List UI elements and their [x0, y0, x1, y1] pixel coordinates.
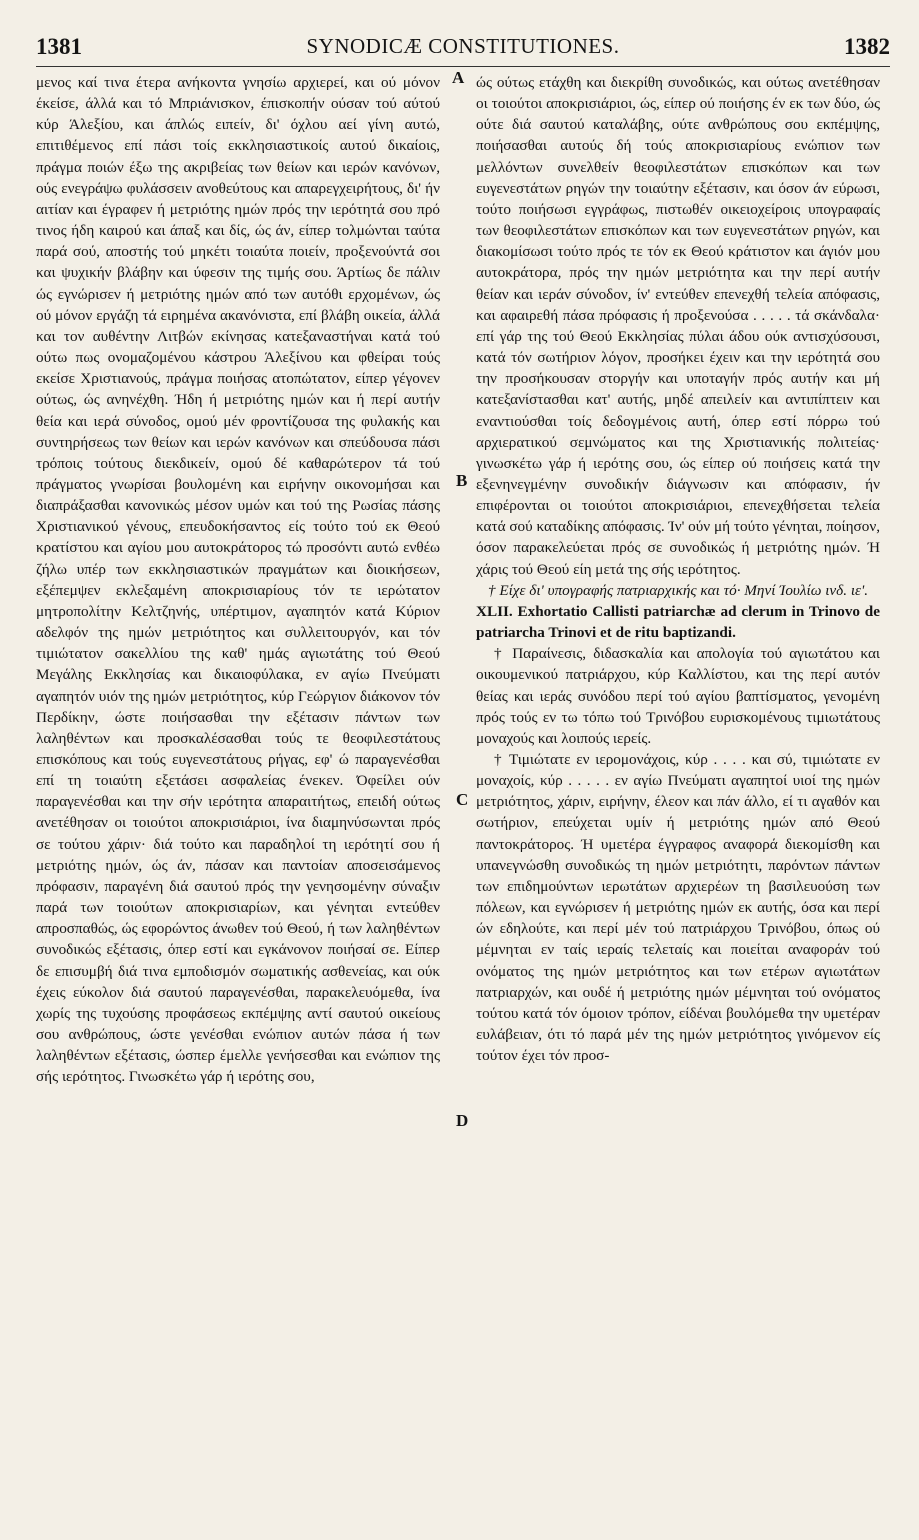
page-header — [36, 30, 890, 67]
margin-letter-a: A — [452, 68, 465, 87]
page-number-right: 1382 — [844, 34, 890, 59]
right-column — [476, 72, 880, 1066]
margin-letter-d: D — [456, 1111, 469, 1130]
left-paragraph: μενος καί τινα έτερα ανήκοντα γνησίω αρχιερεί, και ού μόνον έκείσε, άλλά και τό Μπριάνισκον, έπισκοπήν ούσαν τού αύτού κύρ Άλεξίου, και άπλώς ειπείν, δι' όχλου αεί γίνη αυτώ, επιτιθέμενος επί πάσι τοίς εκκλησιαστικοίς αυτού δικαίοις, πράγμα ποιών έξω της ακριβείας των θείων και ιερών κανόνων, ούς ενεγράψω φυλάσσειν ανοθεύτους και απαρεγχειρήτους, δι' ήν αιτίαν και έγραφεν ή μετριότης ημών πρός την ιερότητά σου πρό τινος ήδη καιρού και άπαξ και δίς, ώς άν, είπερ τολμώνται ταύτα παρά σού, αποστής τού μηκέτι τοιαύτα ποιείν, προξενούντά σοι και ψυχικήν βλάβην και ύφεσιν της τιμής σου. Άρτίως δε πάλιν ώς εγνώρισεν ή μετριότης ημών από των αυτόθι ερχομένων, ώς ού μόνον εργάζη τά ειρημένα ακανόνιστα, επί βλάβη οικεία, άλλά και τον αυθέντην Λιτβών εκίνησας κατεξαναστήναι κατά τού ούτω πως ονομαζομένου κάστρου Άλεξίνου και φθείραι τούς εκείσε Χριστιανούς, πράγμα ποιήσας ατοπώτατον, είπερ γέγονεν ούτως, ώς ανηνέχθη. Ήδη ή μετριότης ημών και ή περί αυτήν θεία και ιερά σύνοδος, ομού μέν φροντίζουσα της φυλακής και συντηρήσεως των θείων και ιερών κανόνων και σπεύδουσα πάσι τρόποις τούτους διεκδικείν, ομού δέ καθαρώτερον τά τού πράγματος γνωρίσαι βουλομένη και ειρήνην οικονομήσαι και διαπράξασθαι κανονικώς μέσον υμών και τού της Ρωσίας πάσης Χριστιανικού γένους, επευδοκήσαντος είς τούτο τού εκ Θεού κρατίστου και αγίου μου αυτοκράτορος τώ προσόντι αυτώ ενθέω ζήλω υπέρ των εκκλησιαστικών πραγμάτων και διοικήσεων, εξέπεμψεν εκλεξαμένη αποκρισιαρίους τόν τε ιερώτατον μητροπολίτην Κελτζηνής, υπέρτιμον, αγαπητόν κατά Κύριον αδελφόν της ημών μετριότητος και συλλειτουργόν, και τόν τιμιώτατον σακελλίου της καθ' ημάς αγιωτάτης τού Θεού Μεγάλης Εκκλησίας και δικαιοφύλακα, εν αγίω Πνεύματι αγαπητόν υιόν της ημών μετριότητος, κύρ Γεώργιον διάκονον τόν Περδίκην, ώστε ποιήσασθαι την εξέτασιν πάντων των λαληθέντων και προσκαλέσασθαι τούς τε θεοφιλεστάτους επισκόπους και τούς ευγενεστάτους ρήγας, εφ' ώ παραγενέσθαι επί τη τοιαύτη εξετάσει ασφαλείας ένεκεν. Όφείλει ούν παραγενέσθαι και την σήν ιερότητα απαραιτήτως, επειδή ούτως ανετέθησαν οι τοιούτοι αποκρισιάριοι, ίνα διαμηνύσωνται πρός σε τούτου χάριν· διά τούτο και παραδηλοί τη ιερότητί σου ή μετριότης ημών, ώς άν, πάσαν και παντοίαν αποσεισάμενος πρόφασιν, παραγένη διά σαυτού πρός την γενησομένην σύναξιν παρά των τοιούτων αποκρισιαρίων, και γένηται εντεύθεν απροσπαθώς, ώς εφορώντος άνωθεν τού Θεού, ή των λαληθέντων συνοδικώς εξέτασις, όπερ εστί και εγκάνονον ποιήσαί σε. Είπερ δε επισυμβή διά τινα εμποδισμόν σωματικής ασθενείας, και ούκ έχεις εύκολον διά σαυτού παραγενέσθαι, παρακελευόμεθα, ίνα χωρίς της τυχούσης προφάσεως εκπέμψης αντί σαυτού οικείους σου ανθρώπους, ώστε γενέσθαι ενώπιον αυτών πάσα ή των λαληθέντων εξέτασις, ώσπερ έμελλε γενήσεσθαι και ενώπιον της σής ιερότητος. Γινωσκέτω γάρ ή ιερότης σου, — [36, 74, 440, 1086]
right-paragraph-3: † Τιμιώτατε εν ιερομονάχοις, κύρ . . . . και σύ, τιμιώτατε εν μοναχοίς, κύρ . . . . . εν αγίω Πνεύματι αγαπητοί υιοί της ημών μετριότητος, χάριν, ειρήνην, έλεον και πάν άλλο, εί τι αγαθόν και σωτήριον, επεύχεται υμίν ή μετριότης ημών από Θεού παντοκράτορος. Ή υμετέρα έγγραφος αναφορά διεκομίσθη και υπανεγνώσθη συνοδικώς τη ημών μετριότητι, παρόντων πάντων των επιδημούντων ιερωτάτων αρχιερέων τη βασιλευούση των πόλεων, και εγνώρισεν ή μετριότης ημών εκ αυτής, όσα και περί ών εδηλούτε, και περί μέν τού πατριάρχου Τρινόβου, όπως ού μέμνηται εν ταίς ιεραίς τελεταίς και ποιείται αναφοράν τού ονόματος της ημών μετριότητος και των ετέρων αγιωτάτων πατριαρχών, και ουδέ ή μετριότης ημών μέμνηται τού ονόματος τούτου κατά τόν όμοιον τρόπον, είδέναι βουλόμεθα την υμετέραν ευλάβειαν, ότι τό παρά μέν της ημών μετριότητος γινόμενον είς τούτον έχει τόν προσ- — [476, 751, 880, 1065]
running-title: SYNODICÆ CONSTITUTIONES. — [306, 34, 620, 58]
signature-line: † Είχε δι' υπογραφής πατριαρχικής και τό· Μηνί Ίουλίω ινδ. ιε'. — [487, 581, 869, 599]
right-paragraph-2: † Παραίνεσις, διδασκαλία και απολογία τού αγιωτάτου και οικουμενικού πατριάρχου, κύρ Καλλίστου, και της περί αυτόν θείας και ιεράς συνόδου περί τού αγίου βαπτίσματος, γενομένη πρός τούς εν τω τόπω τού Τρινόβου ευρισκομένους τιμιωτάτους μοναχούς και λοιπούς ιερείς. — [476, 645, 880, 747]
margin-letter-c: C — [456, 790, 469, 809]
right-paragraph-1: ώς ούτως ετάχθη και διεκρίθη συνοδικώς, και ούτως ανετέθησαν οι τοιούτοι αποκρισιάριοι, ώς, είπερ ού ποιήσης έν εκ των δύο, ώς ούτε διά σαυτού καταλάβης, ούτε ανθρώπους σου εκπέμψης, ποιήσασθαι αυτούς δή τούς αποκρισιαρίους ενώπιον των μελλόντων συνελθείν θεοφιλεστάτων επισκόπων και των ευγενεστάτων ρηγών την τοιαύτην εξέτασιν, και όσον άν εύρωσι, τούτο ποιήσωσι εγγράφως, πιστωθέν οικειοχείροις υπογραφαίς των θεοφιλεστάτων επισκόπων και των ευγενεστάτων ρηγών, και διακομίσωσι τούτο πρός τε τόν εκ Θεού κράτιστον και άγιόν μου αυτοκράτορα, πρός την ημών μετριότητα και την περί αυτήν θείαν και ιεράν σύνοδον, ίν' εντεύθεν επενεχθή τελεία απόφασις, και αφαιρεθή πάσα πρόφασις ή προξενούσα . . . . . τά σκάνδαλα· επί γάρ της τού Θεού Εκκλησίας πύλαι άδου ούκ αντισχύσουσι, κατά τόν σωτήριον λόγον, προσήκει έχειν και την ιερότητά σου την προσήκουσαν στοργήν και υποταγήν πρός αυτήν και μή κατεξανίστασθαι κατ' αυτής, μηδέ απειλείν και αντιπίπτειν και εναντιούσθαι τοίς δεδογμένοις αυτή, όπερ εστί πόρρω τού αρχιερατικού σεμνώματος και της Χριστιανικής πολιτείας· γινωσκέτω γάρ ή ιερότης σου, ώς είπερ ού ποιήσεις κατά την εξενηνεγμένην συνοδικήν διάγνωσιν και απόφασιν, ήν επιφέρονται οι τοιούτοι αποκρισιάριοι, επενεχθήσεται τελεία κατά σού καταδίκης απόφασις. Ίν' ούν μή τούτο γένηται, ποίησον, όσον παρακελεύεται πρός σε συνοδικώς ή μετριότης ημών. Ή χάρις τού Θεού είη μετά της σής ιερότητος. — [476, 74, 880, 578]
section-heading: XLII. Exhortatio Callisti patriarchæ ad clerum in Trinovo de patriarcha Trinovi et de ritu baptizandi. — [476, 602, 880, 642]
margin-letter-b: B — [456, 471, 468, 490]
left-column — [36, 72, 440, 1088]
page-number-left: 1381 — [36, 34, 82, 59]
